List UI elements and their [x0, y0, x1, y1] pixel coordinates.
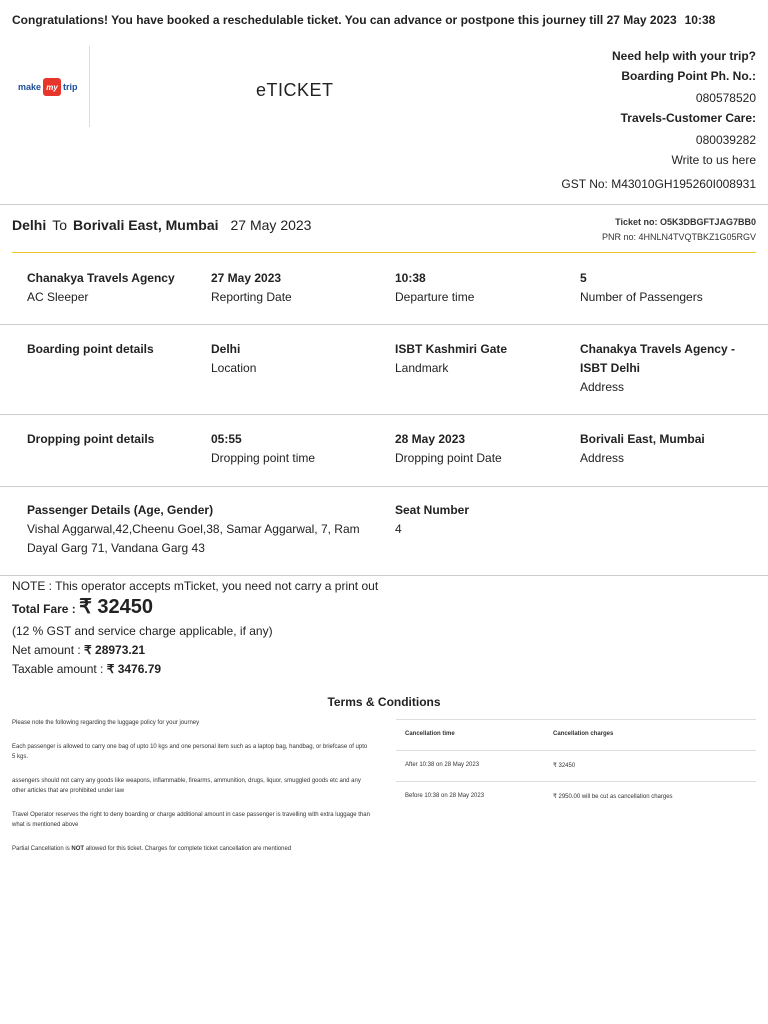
customer-care-phone[interactable]: 080039282 — [695, 133, 756, 147]
route-to: Borivali East, Mumbai — [73, 217, 219, 233]
logo-make: make — [18, 82, 42, 92]
boarding-address-label: Address — [580, 380, 625, 394]
total-fare — [12, 598, 378, 619]
taxable-amount-label: Taxable amount : — [12, 662, 104, 676]
gst-number: GST No: M43010GH195260I008931 — [561, 177, 756, 191]
departure-time: 10:38 — [395, 271, 426, 285]
route-summary — [12, 217, 311, 233]
bus-type: AC Sleeper — [27, 290, 89, 304]
header-divider — [89, 46, 90, 127]
route-to-word: To — [52, 217, 68, 233]
cancellation-table — [396, 719, 756, 812]
dropping-address: Borivali East, Mumbai — [580, 432, 705, 446]
logo-trip: trip — [63, 82, 78, 92]
reporting-cell — [211, 269, 386, 307]
dropping-date-cell — [395, 430, 570, 468]
header-cancellation-charges: Cancellation charges — [553, 731, 614, 737]
dropping-date-label: Dropping point Date — [395, 451, 502, 465]
cancellation-time: Before 10:38 on 28 May 2023 — [405, 793, 485, 799]
table-row — [396, 751, 756, 781]
banner-time: 10:38 — [684, 13, 716, 27]
departure-cell — [395, 269, 570, 307]
boarding-location-label: Location — [211, 361, 257, 375]
makemytrip-logo — [18, 76, 88, 98]
divider — [0, 486, 768, 487]
reporting-date: 27 May 2023 — [211, 271, 282, 285]
boarding-phone[interactable]: 080578520 — [695, 91, 756, 105]
policy-allowance: Each passenger is allowed to carry one bag of upto 10 kgs and one personal item such as a laptop bag, handbag, or briefcase of upto 5 kgs. — [12, 744, 368, 760]
reporting-label: Reporting Date — [211, 290, 292, 304]
boarding-phone-label: Boarding Point Ph. No.: — [621, 69, 756, 83]
ticket-numbers — [602, 215, 756, 245]
write-to-us-link[interactable]: Write to us here — [671, 153, 756, 167]
boarding-title-cell — [27, 340, 202, 359]
passenger-details — [27, 501, 387, 558]
passenger-details-title: Passenger Details (Age, Gender) — [27, 503, 214, 517]
operator-cell — [27, 269, 202, 307]
total-fare-value: ₹ 32450 — [79, 596, 154, 618]
boarding-location-cell — [211, 340, 386, 378]
ticket-header — [0, 44, 768, 204]
seat-number: 4 — [395, 522, 402, 536]
operator-name: Chanakya Travels Agency — [27, 271, 175, 285]
table-row — [396, 782, 756, 812]
gst-note: (12 % GST and service charge applicable, if any) — [12, 624, 273, 638]
departure-label: Departure time — [395, 290, 475, 304]
policy-prohibited: assengers should not carry any goods like weapons, inflammable, firearms, ammunition, drugs, liquor, smuggled goods etc and any other articles that are prohibited under law — [12, 778, 361, 794]
terms-title: Terms & Conditions — [327, 695, 441, 709]
customer-care-label: Travels-Customer Care: — [620, 111, 756, 125]
eticket-title: eTICKET — [256, 80, 334, 100]
route-from: Delhi — [12, 217, 47, 233]
net-amount — [12, 641, 378, 660]
boarding-address-cell — [580, 340, 755, 397]
boarding-location: Delhi — [211, 342, 241, 356]
passenger-list: Vishal Aggarwal,42,Cheenu Goel,38, Samar Aggarwal, 7, Ram Dayal Garg 71, Vandana Garg 43 — [27, 522, 360, 555]
taxable-amount — [12, 660, 378, 679]
ticket-number: Ticket no: O5K3DBGFTJAG7BB0 — [615, 217, 756, 227]
dropping-time-label: Dropping point time — [211, 451, 316, 465]
boarding-address: Chanakya Travels Agency - ISBT Delhi — [580, 342, 735, 375]
divider — [0, 324, 768, 325]
passenger-count-label: Number of Passengers — [580, 290, 703, 304]
seat-details — [395, 501, 469, 539]
passenger-count: 5 — [580, 271, 587, 285]
net-amount-label: Net amount : — [12, 643, 81, 657]
accent-divider — [12, 252, 756, 253]
passenger-count-cell — [580, 269, 755, 307]
dropping-address-cell — [580, 430, 755, 468]
banner-message: Congratulations! You have booked a reschedulable ticket. You can advance or postpone this journey till 27 May 2023 — [12, 13, 677, 27]
luggage-policy — [12, 718, 372, 868]
net-amount-value: ₹ 28973.21 — [84, 643, 146, 657]
help-panel — [561, 46, 756, 194]
seat-title: Seat Number — [395, 503, 470, 517]
reschedule-banner — [12, 13, 715, 27]
logo-my-badge: my — [43, 78, 61, 96]
policy-partial-cancellation: Partial Cancellation is NOT allowed for this ticket. Charges for complete ticket cancellation are mentioned — [12, 846, 292, 852]
dropping-time: 05:55 — [211, 432, 242, 446]
policy-operator-rights: Travel Operator reserves the right to deny boarding or charge additional amount in case passenger is travelling with extra luggage than what is mentioned above — [12, 812, 370, 828]
total-fare-label: Total Fare : — [12, 602, 76, 616]
dropping-title-cell — [27, 430, 202, 449]
route-date: 27 May 2023 — [230, 217, 312, 233]
dropping-address-label: Address — [580, 451, 625, 465]
mticket-note: NOTE : This operator accepts mTicket, you need not carry a print out — [12, 579, 379, 593]
help-title: Need help with your trip? — [611, 49, 756, 63]
header-cancellation-time: Cancellation time — [405, 731, 455, 737]
pnr-number: PNR no: 4HNLN4TVQTBKZ1G05RGV — [601, 232, 756, 242]
cancellation-time: After 10:38 on 28 May 2023 — [405, 762, 480, 768]
boarding-landmark-label: Landmark — [395, 361, 449, 375]
boarding-title: Boarding point details — [27, 342, 154, 356]
boarding-landmark: ISBT Kashmiri Gate — [395, 342, 508, 356]
policy-intro: Please note the following regarding the luggage policy for your journey — [12, 720, 200, 726]
taxable-amount-value: ₹ 3476.79 — [106, 662, 162, 676]
cancellation-charge: ₹ 32450 — [553, 763, 576, 769]
boarding-landmark-cell — [395, 340, 570, 378]
cancellation-header-row — [396, 720, 756, 750]
dropping-time-cell — [211, 430, 386, 468]
fare-section — [12, 577, 378, 679]
divider — [0, 204, 768, 205]
dropping-date: 28 May 2023 — [395, 432, 466, 446]
divider — [0, 414, 768, 415]
cancellation-charge: ₹ 2950.00 will be cut as cancellation charges — [553, 794, 673, 800]
divider — [0, 575, 768, 576]
dropping-title: Dropping point details — [27, 432, 155, 446]
